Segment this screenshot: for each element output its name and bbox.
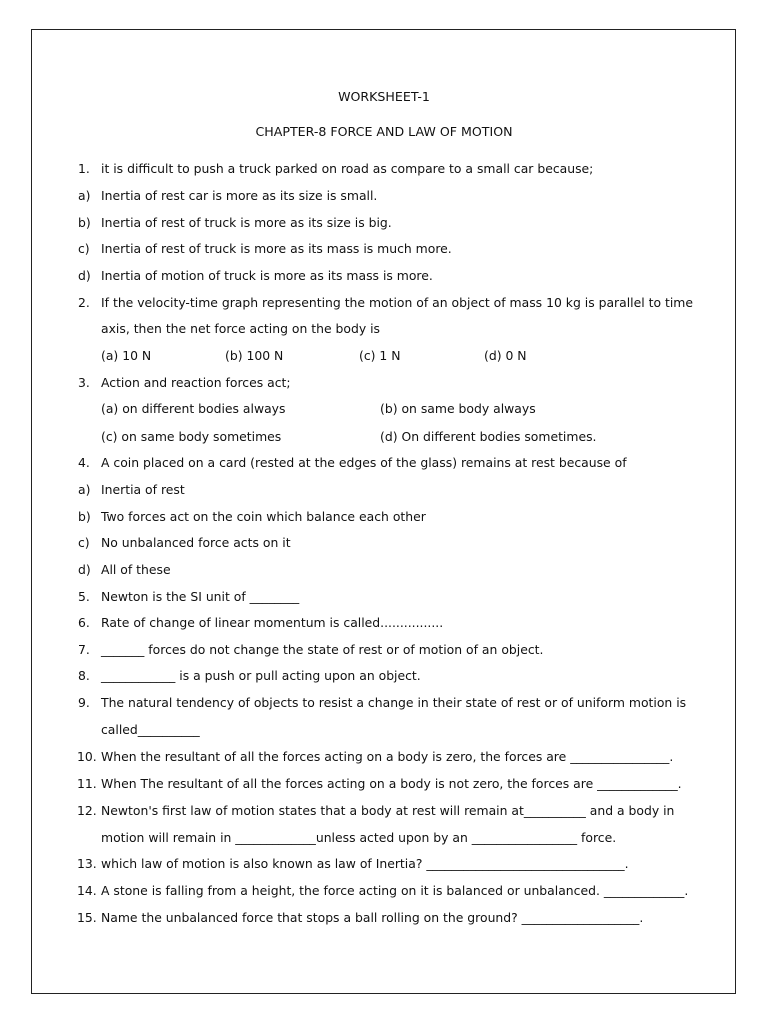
option-text: Inertia of motion of truck is more as its mass is more. [101,268,433,283]
question-text: Newton is the SI unit of ________ [101,589,300,604]
chapter-title: CHAPTER-8 FORCE AND LAW OF MOTION [255,124,513,139]
option-text: No unbalanced force acts on it [101,535,291,550]
option-marker: b) [78,509,91,524]
option-text: All of these [101,562,171,577]
question-number: 10. [77,749,97,764]
question-number: 8. [78,668,90,683]
option-text: Inertia of rest car is more as its size is small. [101,188,378,203]
question-3-option-a: (a) on different bodies always [101,401,286,416]
option-marker: a) [78,482,91,497]
option-marker: d) [78,268,91,283]
question-number: 4. [78,455,90,470]
question-text-continued: motion will remain in _____________unless acted upon by an _________________ force. [101,830,617,845]
option-text: Inertia of rest of truck is more as its size is big. [101,215,392,230]
question-text-continued: called__________ [101,722,200,737]
option-text: Inertia of rest [101,482,185,497]
option-marker: b) [78,215,91,230]
question-3-option-b: (b) on same body always [380,401,536,416]
worksheet-title: WORKSHEET-1 [338,89,430,104]
question-3-option-c: (c) on same body sometimes [101,429,282,444]
question-text: which law of motion is also known as law of Inertia? ________________________________. [101,856,629,871]
question-text: _______ forces do not change the state of rest or of motion of an object. [101,642,544,657]
question-3-option-d: (d) On different bodies sometimes. [380,429,597,444]
question-text: When The resultant of all the forces acting on a body is not zero, the forces are _____________. [101,776,682,791]
option-marker: c) [78,241,90,256]
question-text: Newton's first law of motion states that a body at rest will remain at__________ and a body in [101,803,675,818]
question-number: 13. [77,856,97,871]
question-text: When the resultant of all the forces acting on a body is zero, the forces are ________________. [101,749,674,764]
question-number: 1. [78,161,90,176]
question-number: 15. [77,910,97,925]
question-number: 5. [78,589,90,604]
question-text: Name the unbalanced force that stops a ball rolling on the ground? ___________________. [101,910,644,925]
question-2-option-d: (d) 0 N [484,348,527,363]
option-marker: c) [78,535,90,550]
question-text: ____________ is a push or pull acting upon an object. [101,668,421,683]
question-text: it is difficult to push a truck parked on road as compare to a small car because; [101,161,594,176]
question-number: 9. [78,695,90,710]
option-text: Two forces act on the coin which balance each other [101,509,426,524]
option-marker: d) [78,562,91,577]
question-2-option-c: (c) 1 N [359,348,401,363]
option-marker: a) [78,188,91,203]
question-number: 11. [77,776,97,791]
option-text: Inertia of rest of truck is more as its mass is much more. [101,241,452,256]
question-text: A stone is falling from a height, the force acting on it is balanced or unbalanced. _____________. [101,883,689,898]
question-text: The natural tendency of objects to resist a change in their state of rest or of uniform motion is [101,695,687,710]
question-number: 3. [78,375,90,390]
question-number: 2. [78,295,90,310]
question-number: 12. [77,803,97,818]
question-text: A coin placed on a card (rested at the edges of the glass) remains at rest because of [101,455,627,470]
question-text-continued: axis, then the net force acting on the body is [101,321,381,336]
question-text: If the velocity-time graph representing the motion of an object of mass 10 kg is parallel to time [101,295,693,310]
question-number: 6. [78,615,90,630]
question-text: Rate of change of linear momentum is called................ [101,615,444,630]
question-2-option-a: (a) 10 N [101,348,152,363]
question-2-option-b: (b) 100 N [225,348,284,363]
question-number: 14. [77,883,97,898]
question-number: 7. [78,642,90,657]
question-text: Action and reaction forces act; [101,375,291,390]
